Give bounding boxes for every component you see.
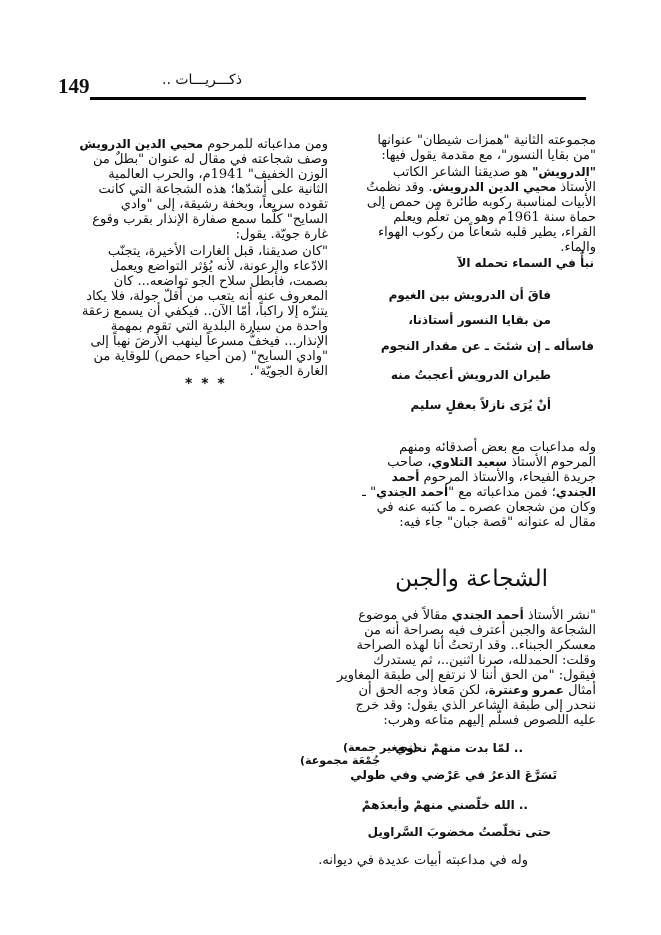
header-rule: [90, 97, 586, 100]
intro-paragraph: مجموعته الثانية "همزات شيطان" عنوانها "من بقايا النسور"، مع مقدمة يقول فيها:: [377, 133, 596, 163]
section-body: [333, 608, 596, 728]
person-name: سعيد التلاوي: [431, 455, 508, 469]
text-run: ، صاحب جريدة الفيحاء، والأستاذ المرحوم: [387, 455, 596, 485]
poem-gloss: جُمْعَة مجموعة): [300, 754, 381, 767]
person-name: أحمد الجندي: [376, 485, 449, 499]
text-run: وصف شجاعته في مقال له عنوان "بطلٌ من الوزن الخفيف" 1941م، والحرب العالمية الثانية على أشدّها؛ هذه الشجاعة التي كانت تقوده سريعاً، وبخفة رشيقة، إلى "وادي السايح" كلّما سمع صفارة الإنذار بقرب وقوع غارة جويّة. يقول:: [92, 152, 328, 242]
person-names: عمرو وعنترة: [488, 683, 564, 697]
person-name: أحمد الجندي: [451, 608, 524, 622]
verse-line: فاقَ أن الدرويش بين الغيوم: [388, 288, 551, 302]
bio-paragraph: [78, 137, 328, 242]
text-run: . وقد نظمتُ الأبيات لمناسبة ركوبه طائرة من حمص إلى حماة سنة 1961م وهو من تعلّم ويعلم القراء، يطير قلبه شعاعاً من ركوب الهواء والماء.: [366, 180, 596, 255]
section-separator: * * *: [185, 376, 227, 392]
text-run: " ـ وكان من شجعان عصره ـ ما كتبه عنه في مقال له عنوانه "قصة جبان" جاء فيه:: [362, 485, 596, 530]
running-title: ذكـــريـــات ..: [162, 72, 242, 88]
text-run: "نشر الأستاذ: [523, 608, 596, 623]
person-name: محيي الدين الدرويش: [432, 180, 557, 194]
page-number: 149: [58, 74, 90, 98]
verse-line: نبأٌ في السماء تحمله الآ: [457, 256, 594, 270]
text-run: هو صديقنا الشاعر الكاتب الأستاذ: [392, 165, 596, 195]
poem-line: .. الله خلّصني منهمْ وأبعدَهمْ: [361, 798, 528, 812]
verse-line: من بقايا النسور أستاذنا،: [408, 313, 551, 327]
text-run: وله مداعبات مع بعض أصدقائه ومنهم المرحوم الأستاذ: [399, 440, 596, 470]
quoted-name: "الدرويش": [532, 165, 596, 179]
poem-gloss: (تصغير جمعة): [343, 741, 418, 754]
poem-line: حتى تخلّصتُ مخضوبَ السَّراويل: [367, 825, 551, 839]
section-heading: الشجاعة والجبن: [395, 566, 548, 592]
text-run: ، لكن مَعاذ وجه الحق أن ننحدر إلى طبقة الشاعر الذي يقول: وقد خرج عليه اللصوص فسلّم إليهم متاعه وهرب:: [355, 683, 596, 728]
verse-line: فاسأله ـ إن شئتَ ـ عن مقدار النجوم: [380, 339, 594, 353]
right-column: [358, 133, 596, 255]
text-run: مقالاً في موضوع الشجاعة والجبن أعترف فيه بصراحة أنه من معسكر الجبناء.. وقد ارتحتُ أنا لهذه الصراحة وقلت: الحمدلله، صرنا اثنين..، ثم يستدرك فيقول: "من الحق أننا لا نرتفع إلى طبقة المغاوير أمثال: [336, 608, 596, 698]
verse-line: أنْ يُرَى نازلاً بعقلٍ سليم: [410, 398, 551, 412]
poet-note-paragraph: [358, 165, 596, 255]
closing-line: وله في مداعبته أبيات عديدة في ديوانه.: [318, 853, 528, 868]
left-column: [78, 137, 328, 379]
text-run: ومن مداعباته للمرحوم: [203, 137, 328, 152]
person-name: أحمد الجندي: [391, 470, 596, 499]
verse-line: طيران الدرويش أعجبتُ منه: [390, 368, 551, 382]
poem-line: تَسَرَّعَ الذعرُ في عَرْضي وفي طولي: [350, 768, 557, 782]
person-name: محيي الدين الدرويش: [79, 137, 204, 151]
mentions-paragraph: [358, 440, 596, 530]
text-run: ؛ فمن مداعباته مع ": [448, 485, 556, 500]
poem-line: .. لمّا بدت منهمْ نحوي: [395, 741, 523, 755]
quote-paragraph: "كان صديقنا، قبل الغارات الأخيرة، يتجنّب الادّعاء والرعونة، لأنه يُؤثر التواضع ويعمل بصمت، فأبطل سلاح الجو تواضعه... كان المعروف عنه أنه يتعب من أقلّ جولة، فلا يكاد يتنزّه إلا راكباً، أمّا الآن.. فيكفي أن يسمع زعقة واحدة من سيارة البلدية التي تقوم بمهمة الإنذار... فيخفُّ مسرعاً لينهب الأرضَ نهباً إلى "وادي السايح" (من أحياء حمص) للوقاية من الغارة الجويّة".: [81, 244, 328, 379]
